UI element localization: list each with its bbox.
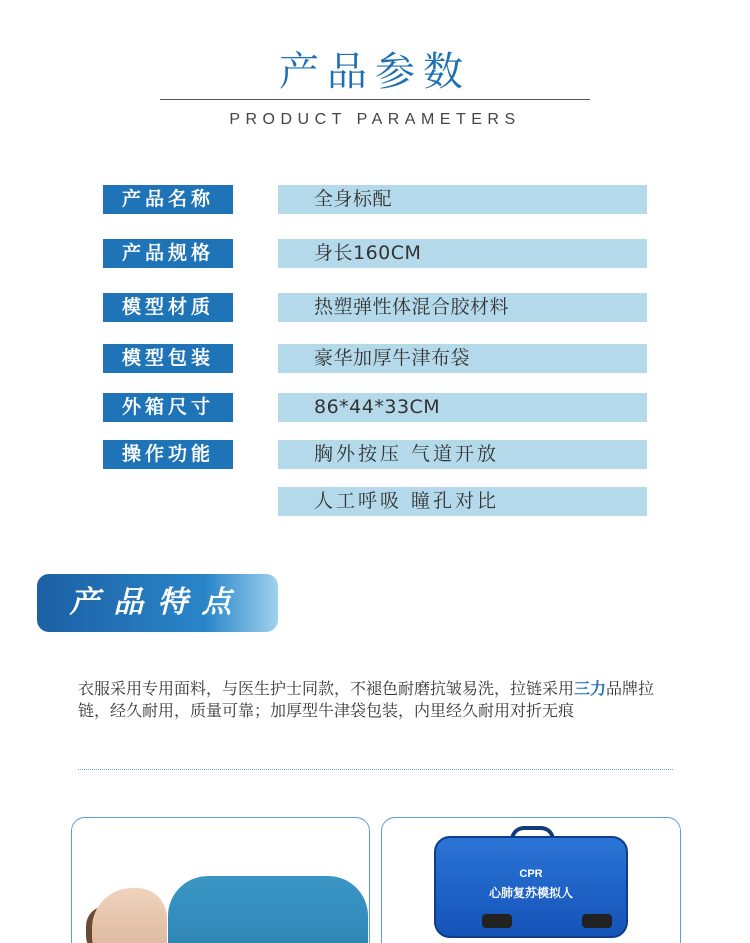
bag-wheel-left — [482, 914, 512, 928]
param-value-function-extra: 人工呼吸 瞳孔对比 — [278, 487, 647, 516]
param-label-package: 模型包装 — [103, 344, 233, 373]
manikin-image-card — [71, 817, 370, 943]
bag-wheel-right — [582, 914, 612, 928]
param-label-name: 产品名称 — [103, 185, 233, 214]
param-label-spec: 产品规格 — [103, 239, 233, 268]
param-label-box-size: 外箱尺寸 — [103, 393, 233, 422]
features-description — [78, 678, 678, 722]
features-desc-highlight: 三力 — [574, 679, 607, 698]
dotted-divider — [78, 769, 673, 770]
bag-image-card — [381, 817, 681, 943]
features-banner — [37, 574, 278, 632]
param-value-name: 全身标配 — [278, 185, 647, 214]
manikin-body-shape — [168, 876, 368, 943]
features-desc-after: 品牌拉链，经久耐用，质量可靠；加厚型牛津袋包装，内里经久耐用对折无痕 — [78, 679, 655, 720]
features-desc-before: 衣服采用专用面料，与医生护士同款，不褪色耐磨抗皱易洗，拉链采用 — [78, 679, 575, 698]
page-subtitle: PRODUCT PARAMETERS — [229, 111, 521, 128]
bag-label-line1: CPR — [519, 868, 543, 880]
param-value-spec: 身长160CM — [278, 239, 647, 268]
page-title: 产品参数 — [279, 49, 471, 95]
param-label-function: 操作功能 — [103, 440, 233, 469]
param-value-material: 热塑弹性体混合胶材料 — [278, 293, 647, 322]
bag-label-line2: 心肺复苏模拟人 — [488, 886, 573, 900]
param-label-material: 模型材质 — [103, 293, 233, 322]
features-title: 产品特点 — [69, 585, 246, 620]
param-value-package: 豪华加厚牛津布袋 — [278, 344, 647, 373]
param-value-box-size: 86*44*33CM — [278, 393, 647, 422]
manikin-head-shape — [92, 888, 167, 943]
param-value-function: 胸外按压 气道开放 — [278, 440, 647, 469]
title-divider — [160, 99, 590, 100]
